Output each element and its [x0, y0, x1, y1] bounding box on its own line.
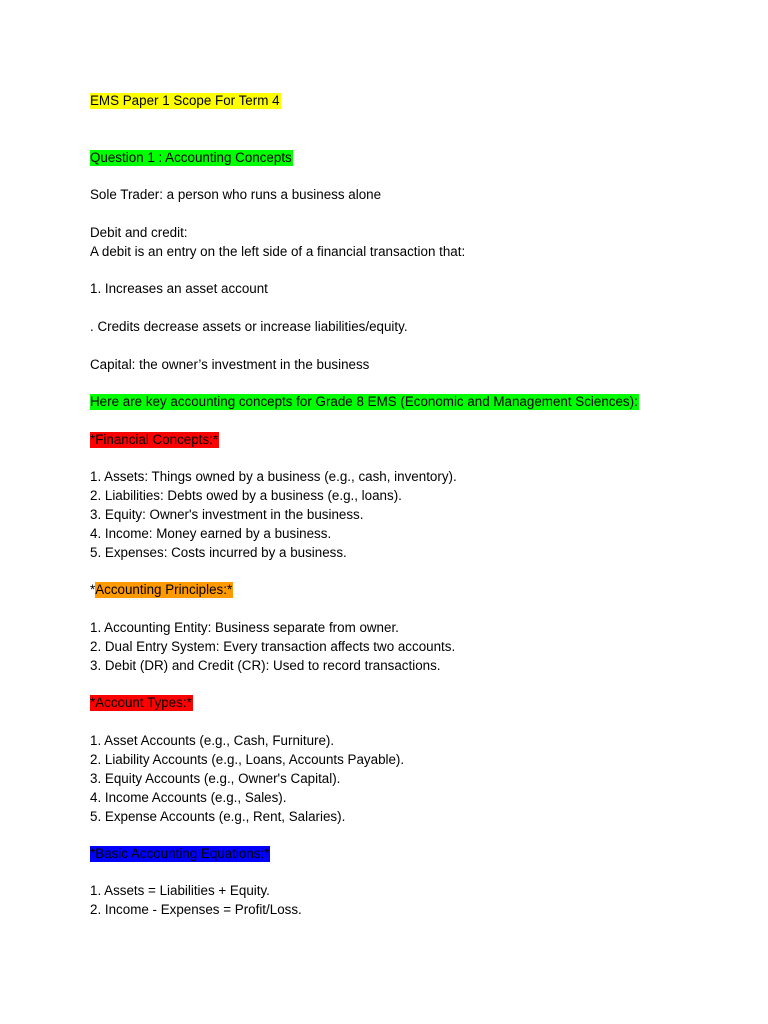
list-item: 5. Expense Accounts (e.g., Rent, Salaries). [90, 809, 346, 824]
key-concepts-highlight: Here are key accounting concepts for Grade 8 EMS (Economic and Management Sciences): [90, 394, 638, 409]
question1-heading [90, 149, 293, 167]
list-item: 1. Accounting Entity: Business separate from owner. [90, 620, 399, 635]
document-title [90, 92, 281, 110]
list-item: 4. Income: Money earned by a business. [90, 526, 332, 541]
list-item: 2. Liability Accounts (e.g., Loans, Accounts Payable). [90, 752, 405, 767]
capital-line: Capital: the owner’s investment in the business [90, 357, 370, 372]
list-item: 2. Income - Expenses = Profit/Loss. [90, 902, 302, 917]
sole-trader-line: Sole Trader: a person who runs a business alone [90, 187, 382, 202]
key-concepts-heading [90, 393, 639, 411]
credits-line: . Credits decrease assets or increase liabilities/equity. [90, 319, 408, 334]
debit-definition: A debit is an entry on the left side of a financial transaction that: [90, 244, 466, 259]
list-item: 3. Debit (DR) and Credit (CR): Used to record transactions. [90, 658, 441, 673]
list-item: 3. Equity Accounts (e.g., Owner's Capital). [90, 771, 341, 786]
list-item: 1. Assets = Liabilities + Equity. [90, 883, 270, 898]
list-item: 1. Assets: Things owned by a business (e.g., cash, inventory). [90, 469, 457, 484]
list-item: 1. Asset Accounts (e.g., Cash, Furniture). [90, 733, 335, 748]
list-item: 2. Liabilities: Debts owed by a business (e.g., loans). [90, 488, 402, 503]
list-item: 3. Equity: Owner's investment in the business. [90, 507, 364, 522]
account-types-highlight: *Account Types:* [90, 695, 192, 710]
accounting-principles-prefix: * [90, 582, 96, 597]
account-types-heading [90, 694, 193, 712]
question1-highlight: Question 1 : Accounting Concepts [90, 150, 292, 165]
list-item: 5. Expenses: Costs incurred by a business. [90, 545, 347, 560]
debit-credit-heading: Debit and credit: [90, 225, 188, 240]
title-highlight: EMS Paper 1 Scope For Term 4 [90, 93, 280, 108]
debit-item: 1. Increases an asset account [90, 281, 268, 296]
list-item: 2. Dual Entry System: Every transaction affects two accounts. [90, 639, 456, 654]
accounting-principles-highlight: Accounting Principles:* [95, 582, 233, 597]
basic-equations-highlight: *Basic Accounting Equations:* [90, 846, 270, 861]
list-item: 4. Income Accounts (e.g., Sales). [90, 790, 287, 805]
basic-equations-heading [90, 845, 270, 863]
financial-concepts-highlight: *Financial Concepts:* [90, 432, 219, 447]
financial-concepts-heading [90, 431, 219, 449]
accounting-principles-heading [90, 581, 233, 599]
